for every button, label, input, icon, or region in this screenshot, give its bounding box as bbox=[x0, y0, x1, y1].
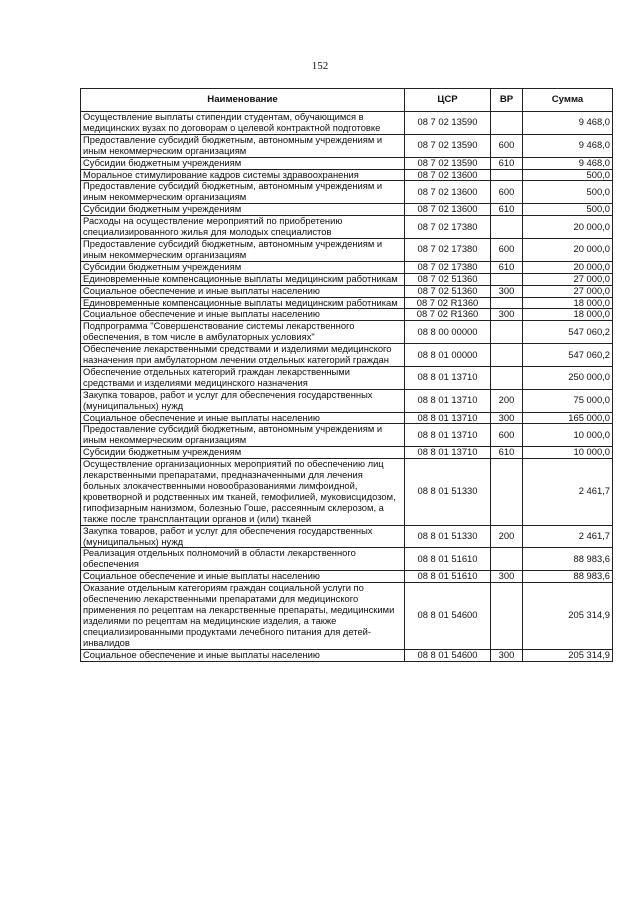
csr-cell: 08 7 02 13590 bbox=[405, 134, 491, 157]
table-header bbox=[81, 89, 613, 112]
table-row bbox=[81, 238, 613, 261]
table-row bbox=[81, 548, 613, 571]
csr-cell: 08 7 02 51360 bbox=[405, 285, 491, 297]
name-cell: Социальное обеспечение и иные выплаты населению bbox=[81, 412, 405, 424]
vr-cell: 200 bbox=[491, 389, 523, 412]
name-cell: Предоставление субсидий бюджетным, автономным учреждениям и иным некоммерческим организациям bbox=[81, 238, 405, 261]
name-cell: Подпрограмма "Совершенствование системы лекарственного обеспечения, в том числе в амбулаторных условиях" bbox=[81, 321, 405, 344]
sum-cell: 88 983,6 bbox=[523, 571, 613, 583]
vr-cell bbox=[491, 112, 523, 135]
budget-table bbox=[80, 88, 613, 662]
vr-cell bbox=[491, 344, 523, 367]
table-row bbox=[81, 273, 613, 285]
header-csr: ЦСР bbox=[405, 89, 491, 112]
csr-cell: 08 7 02 13600 bbox=[405, 204, 491, 216]
name-cell: Предоставление субсидий бюджетным, автономным учреждениям и иным некоммерческим организациям bbox=[81, 181, 405, 204]
csr-cell: 08 8 01 51610 bbox=[405, 571, 491, 583]
name-cell: Социальное обеспечение и иные выплаты населению bbox=[81, 571, 405, 583]
name-cell: Осуществление организационных мероприятий по обеспечению лиц лекарственными препаратами, предназначенными для лечения больных злокачественными новообразованиями лимфоидной, кроветворной и родственных им тканей, гемофилией, муковисцидозом, гипофизарным нанизмом, болезнью Гоше, рассеянным склерозом, а также после трансплантации органов и (или) тканей bbox=[81, 459, 405, 525]
sum-cell: 250 000,0 bbox=[523, 366, 613, 389]
sum-cell: 9 468,0 bbox=[523, 157, 613, 169]
sum-cell: 27 000,0 bbox=[523, 273, 613, 285]
name-cell: Социальное обеспечение и иные выплаты населению bbox=[81, 285, 405, 297]
name-cell: Закупка товаров, работ и услуг для обеспечения государственных (муниципальных) нужд bbox=[81, 389, 405, 412]
name-cell: Реализация отдельных полномочий в области лекарственного обеспечения bbox=[81, 548, 405, 571]
name-cell: Обеспечение лекарственными средствами и изделиями медицинского назначения при амбулаторном лечении отдельных категорий граждан bbox=[81, 344, 405, 367]
sum-cell: 18 000,0 bbox=[523, 297, 613, 309]
table-row bbox=[81, 525, 613, 548]
table-row bbox=[81, 366, 613, 389]
csr-cell: 08 7 02 13590 bbox=[405, 112, 491, 135]
name-cell: Моральное стимулирование кадров системы здравоохранения bbox=[81, 169, 405, 181]
csr-cell: 08 8 01 00000 bbox=[405, 344, 491, 367]
vr-cell bbox=[491, 169, 523, 181]
table-row bbox=[81, 297, 613, 309]
sum-cell: 27 000,0 bbox=[523, 285, 613, 297]
name-cell: Субсидии бюджетным учреждениям bbox=[81, 447, 405, 459]
vr-cell: 610 bbox=[491, 204, 523, 216]
sum-cell: 9 468,0 bbox=[523, 134, 613, 157]
name-cell: Субсидии бюджетным учреждениям bbox=[81, 261, 405, 273]
table-row bbox=[81, 447, 613, 459]
sum-cell: 10 000,0 bbox=[523, 447, 613, 459]
sum-cell: 20 000,0 bbox=[523, 238, 613, 261]
vr-cell: 200 bbox=[491, 525, 523, 548]
header-row bbox=[81, 89, 613, 112]
csr-cell: 08 8 01 51330 bbox=[405, 525, 491, 548]
table-row bbox=[81, 285, 613, 297]
vr-cell: 600 bbox=[491, 424, 523, 447]
csr-cell: 08 8 01 13710 bbox=[405, 366, 491, 389]
table-row bbox=[81, 344, 613, 367]
vr-cell: 600 bbox=[491, 238, 523, 261]
table-row bbox=[81, 309, 613, 321]
sum-cell: 18 000,0 bbox=[523, 309, 613, 321]
table-row bbox=[81, 216, 613, 239]
page-number: 152 bbox=[311, 60, 329, 72]
vr-cell: 610 bbox=[491, 447, 523, 459]
header-name: Наименование bbox=[81, 89, 405, 112]
table-row bbox=[81, 649, 613, 661]
vr-cell: 600 bbox=[491, 181, 523, 204]
vr-cell bbox=[491, 583, 523, 649]
vr-cell: 300 bbox=[491, 309, 523, 321]
name-cell: Оказание отдельным категориям граждан социальной услуги по обеспечению лекарственными препаратами для медицинского применения по рецептам на лекарственные препараты, медицинскими изделиями по рецептам на медицинские изделия, а также специализированными продуктами лечебного питания для детей-инвалидов bbox=[81, 583, 405, 649]
header-sum: Сумма bbox=[523, 89, 613, 112]
sum-cell: 75 000,0 bbox=[523, 389, 613, 412]
vr-cell bbox=[491, 459, 523, 525]
table-row bbox=[81, 169, 613, 181]
vr-cell: 610 bbox=[491, 157, 523, 169]
vr-cell: 300 bbox=[491, 285, 523, 297]
vr-cell bbox=[491, 366, 523, 389]
name-cell: Единовременные компенсационные выплаты медицинским работникам bbox=[81, 297, 405, 309]
vr-cell bbox=[491, 297, 523, 309]
name-cell: Осуществление выплаты стипендии студентам, обучающимся в медицинских вузах по договорам о целевой контрактной подготовке bbox=[81, 112, 405, 135]
name-cell: Предоставление субсидий бюджетным, автономным учреждениям и иным некоммерческим организациям bbox=[81, 424, 405, 447]
csr-cell: 08 8 01 54600 bbox=[405, 583, 491, 649]
table-row bbox=[81, 389, 613, 412]
header-vr: ВР bbox=[491, 89, 523, 112]
table-row bbox=[81, 157, 613, 169]
sum-cell: 547 060,2 bbox=[523, 344, 613, 367]
name-cell: Единовременные компенсационные выплаты медицинским работникам bbox=[81, 273, 405, 285]
csr-cell: 08 7 02 17380 bbox=[405, 261, 491, 273]
csr-cell: 08 7 02 13600 bbox=[405, 181, 491, 204]
name-cell: Социальное обеспечение и иные выплаты населению bbox=[81, 309, 405, 321]
table-row bbox=[81, 571, 613, 583]
vr-cell: 300 bbox=[491, 571, 523, 583]
table-row bbox=[81, 261, 613, 273]
vr-cell: 610 bbox=[491, 261, 523, 273]
csr-cell: 08 7 02 R1360 bbox=[405, 309, 491, 321]
name-cell: Предоставление субсидий бюджетным, автономным учреждениям и иным некоммерческим организациям bbox=[81, 134, 405, 157]
csr-cell: 08 8 01 54600 bbox=[405, 649, 491, 661]
table-row bbox=[81, 583, 613, 649]
table-row bbox=[81, 112, 613, 135]
vr-cell bbox=[491, 216, 523, 239]
name-cell: Субсидии бюджетным учреждениям bbox=[81, 204, 405, 216]
sum-cell: 547 060,2 bbox=[523, 321, 613, 344]
sum-cell: 20 000,0 bbox=[523, 261, 613, 273]
csr-cell: 08 7 02 51360 bbox=[405, 273, 491, 285]
table-row bbox=[81, 412, 613, 424]
vr-cell bbox=[491, 273, 523, 285]
sum-cell: 2 461,7 bbox=[523, 459, 613, 525]
vr-cell bbox=[491, 321, 523, 344]
csr-cell: 08 8 01 51330 bbox=[405, 459, 491, 525]
csr-cell: 08 8 01 13710 bbox=[405, 424, 491, 447]
vr-cell: 600 bbox=[491, 134, 523, 157]
sum-cell: 20 000,0 bbox=[523, 216, 613, 239]
sum-cell: 2 461,7 bbox=[523, 525, 613, 548]
csr-cell: 08 8 01 13710 bbox=[405, 412, 491, 424]
table-row bbox=[81, 459, 613, 525]
table-row bbox=[81, 204, 613, 216]
csr-cell: 08 8 01 13710 bbox=[405, 389, 491, 412]
sum-cell: 500,0 bbox=[523, 204, 613, 216]
sum-cell: 9 468,0 bbox=[523, 112, 613, 135]
table-row bbox=[81, 424, 613, 447]
name-cell: Субсидии бюджетным учреждениям bbox=[81, 157, 405, 169]
csr-cell: 08 7 02 13600 bbox=[405, 169, 491, 181]
vr-cell: 300 bbox=[491, 412, 523, 424]
table-row bbox=[81, 181, 613, 204]
sum-cell: 88 983,6 bbox=[523, 548, 613, 571]
csr-cell: 08 8 01 51610 bbox=[405, 548, 491, 571]
table-body bbox=[81, 112, 613, 662]
csr-cell: 08 7 02 17380 bbox=[405, 238, 491, 261]
sum-cell: 10 000,0 bbox=[523, 424, 613, 447]
sum-cell: 205 314,9 bbox=[523, 583, 613, 649]
vr-cell bbox=[491, 548, 523, 571]
table-row bbox=[81, 321, 613, 344]
csr-cell: 08 8 01 13710 bbox=[405, 447, 491, 459]
csr-cell: 08 7 02 13590 bbox=[405, 157, 491, 169]
csr-cell: 08 7 02 R1360 bbox=[405, 297, 491, 309]
name-cell: Социальное обеспечение и иные выплаты населению bbox=[81, 649, 405, 661]
name-cell: Обеспечение отдельных категорий граждан лекарственными средствами и изделиями медицинского назначения bbox=[81, 366, 405, 389]
name-cell: Закупка товаров, работ и услуг для обеспечения государственных (муниципальных) нужд bbox=[81, 525, 405, 548]
csr-cell: 08 8 00 00000 bbox=[405, 321, 491, 344]
sum-cell: 205 314,9 bbox=[523, 649, 613, 661]
vr-cell: 300 bbox=[491, 649, 523, 661]
sum-cell: 500,0 bbox=[523, 181, 613, 204]
sum-cell: 165 000,0 bbox=[523, 412, 613, 424]
sum-cell: 500,0 bbox=[523, 169, 613, 181]
name-cell: Расходы на осуществление мероприятий по приобретению специализированного жилья для молодых специалистов bbox=[81, 216, 405, 239]
csr-cell: 08 7 02 17380 bbox=[405, 216, 491, 239]
table-row bbox=[81, 134, 613, 157]
